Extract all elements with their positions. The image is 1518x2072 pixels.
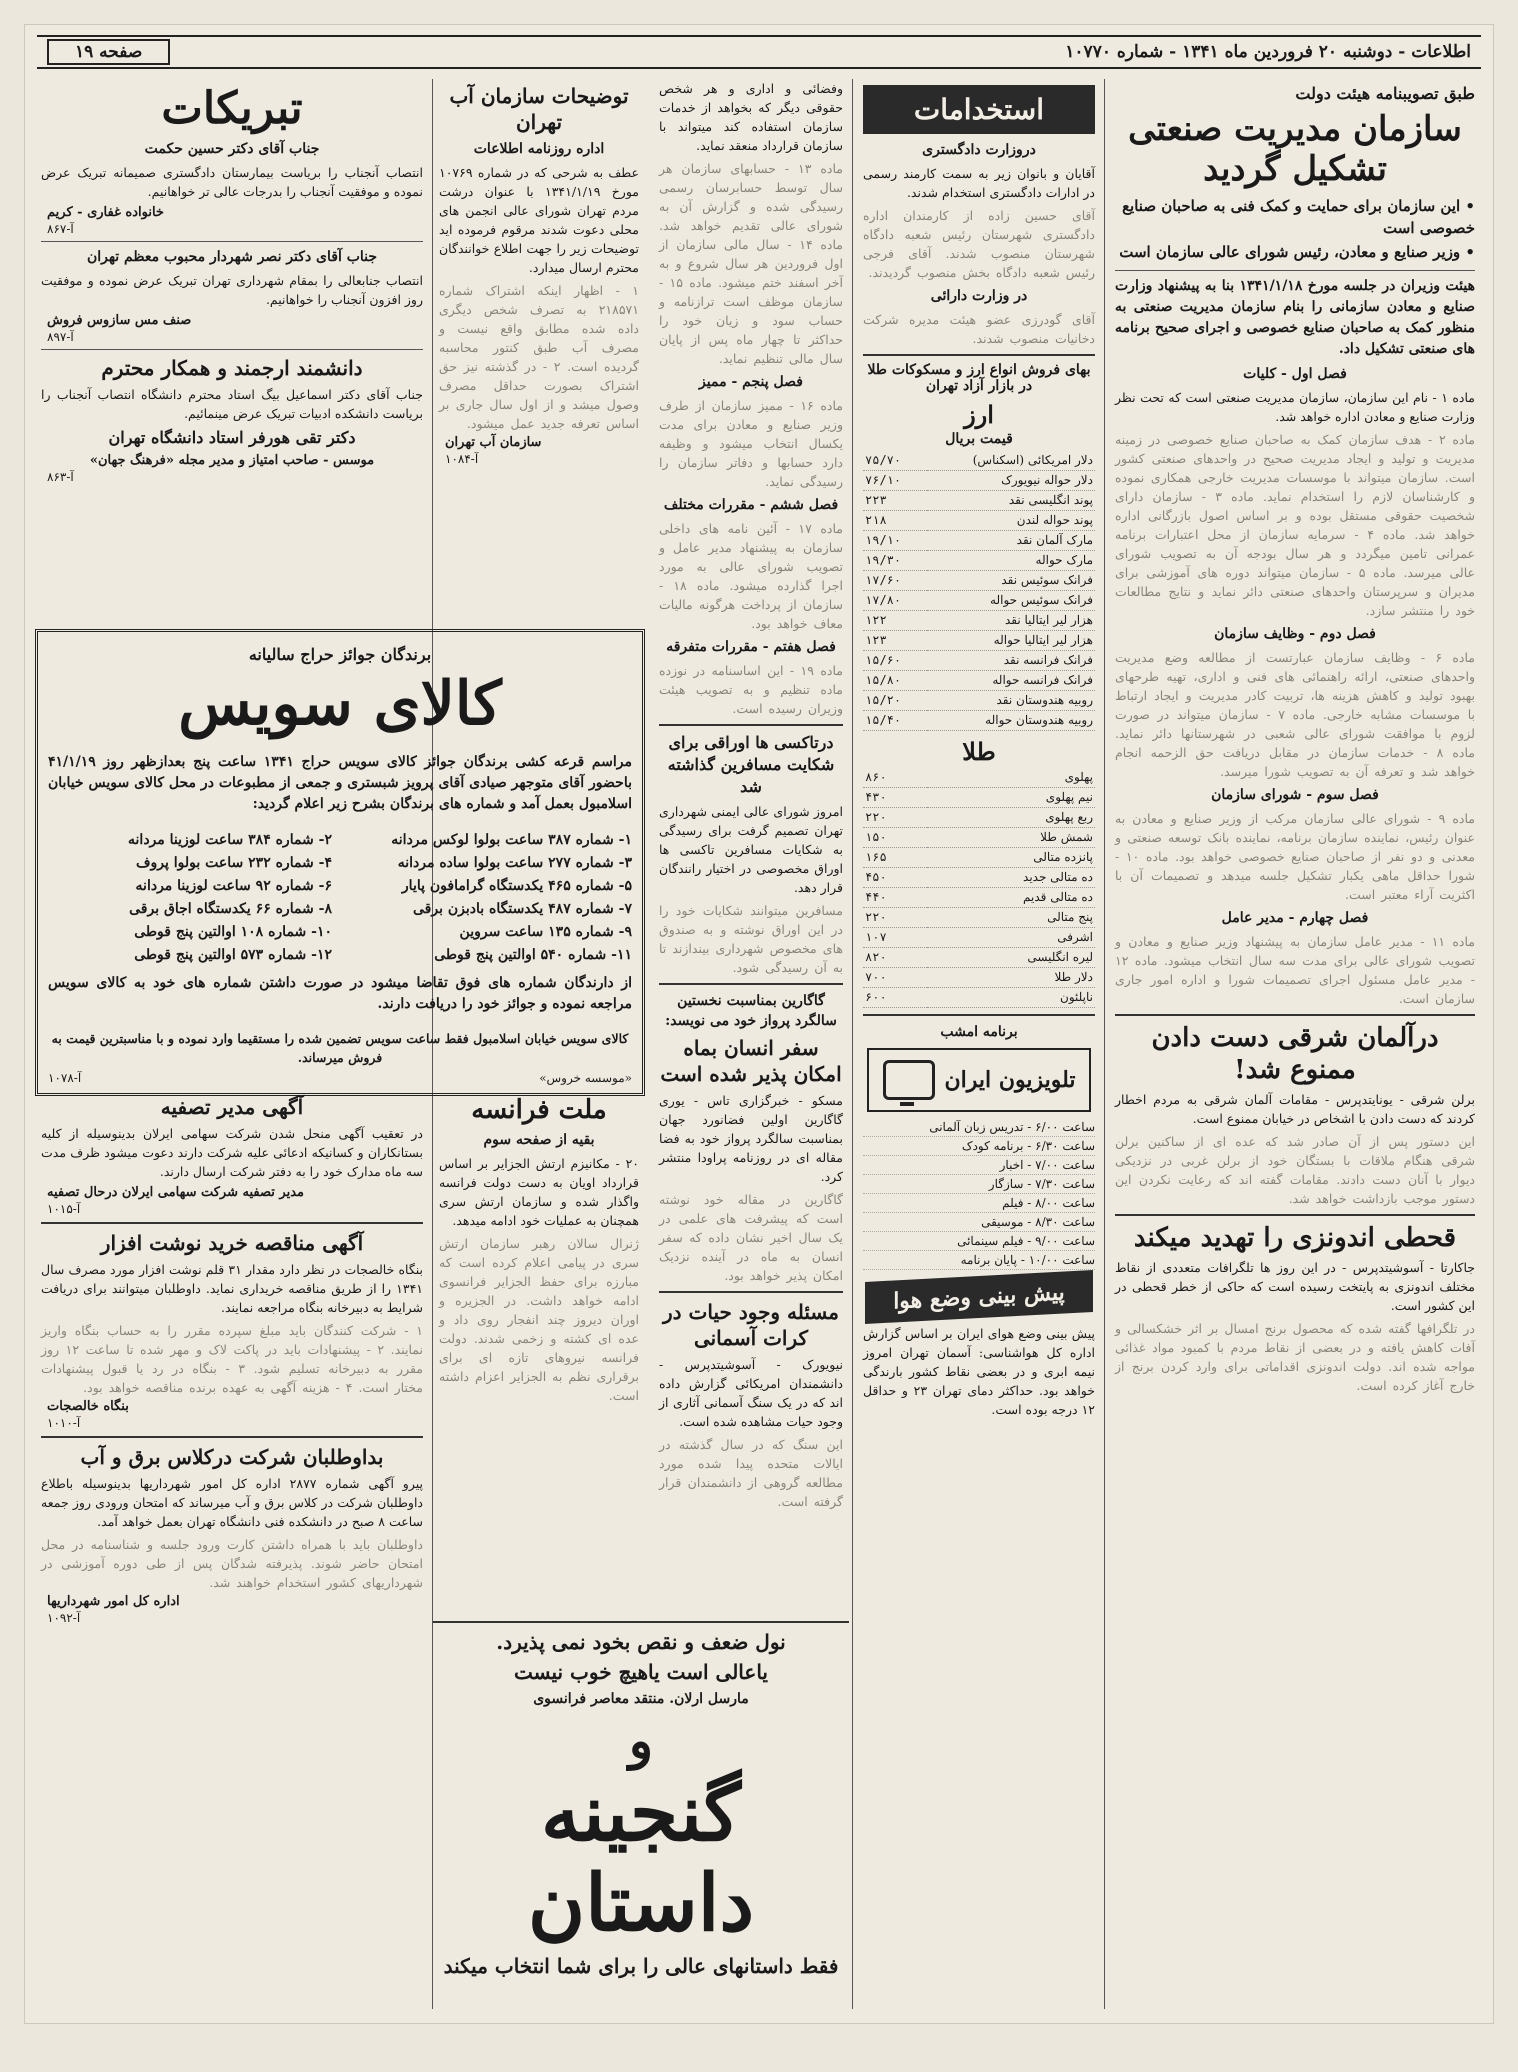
chapter-title: فصل اول - کلیات — [1243, 366, 1347, 382]
tv-logo-box — [867, 1048, 1091, 1112]
auction-advertisement — [35, 625, 645, 1100]
rate-name: فرانک سوئیس نقد — [927, 571, 1095, 591]
rate-name: مارک آلمان نقد — [927, 531, 1095, 551]
chapter-title: فصل ششم - مقررات مختلف — [663, 497, 839, 513]
rate-name: ده متالی قدیم — [927, 888, 1095, 908]
rate-row — [863, 888, 1095, 908]
congratulation-body: جناب آقای دکتر اسماعیل بیگ استاد محترم دانشگاه انتصاب آنجناب را بریاست دانشکده ادبیات تبریک عرض مینمائیم. — [41, 387, 423, 421]
tv-schedule-item: ساعت ۱۰/۰۰ - پایان برنامه — [863, 1251, 1095, 1270]
article-text-block: ماده ۱۳ - حسابهای سازمان هر سال توسط حسابرسان رسمی رسیدگی شده و گزارش آن به شورای عالی تقدیم خواهد شد. ماده ۱۴ - سال مالی سازمان از اول فروردین هر سال شروع و به آخر اسفند ختم میشود. ماده ۱۵ - سازمان موظف است ترازنامه و حساب سود و زیان خود را حداکثر تا چهار ماه پس از پایان سال مالی تنظیم نماید. — [659, 161, 844, 366]
east-germany-body: برلن شرقی - یونایتدپرس - مقامات آلمان شرقی به مردم اخطار کردند که دست دادن با اشخاص در خیابان ممنوع است. — [1115, 1092, 1475, 1126]
currency-table — [863, 451, 1095, 731]
rate-name: دلار طلا — [927, 968, 1095, 988]
nul-subhead: یاعالی است یاهیچ خوب نیست — [513, 1660, 768, 1684]
rate-name: پوند حواله لندن — [927, 511, 1095, 531]
rate-name: پوند انگلیسی نقد — [927, 491, 1095, 511]
article-text-block: آقای حسین زاده از کارمندان اداره دادگستری شهرستان رئیس شعبه دادگاه شهرستان منصوب شدند. آقای فرجی رئیس شعبه دادگاه بخش منصوب گردیدند. — [863, 208, 1095, 280]
liquidation-signature: مدیر تصفیه شرکت سهامی ایرلان درحال تصفیه — [47, 1185, 304, 1200]
article-text-block: این دستور پس از آن صادر شد که عده ای از ساکنین برلن شرقی هنگام ملاقات با بستگان خود از برلن غربی در نزدیکی دیوار با آنان دست دادند. مقامات گفته اند که رعایت نکردن این دستور موجب بازداشت خواهد شد. — [1115, 1134, 1475, 1206]
liquidation-code: آ-۱۰۱۵ — [47, 1202, 81, 1216]
prize-item: ۵- شماره ۴۶۵ یکدستگاه گرامافون پایار — [401, 878, 632, 894]
rates-category-currency: ارز — [964, 400, 994, 429]
rate-name: ده متالی جدید — [927, 868, 1095, 888]
space-kicker: گاگارین بمناسبت نخستین سالگرد پرواز خود می نویسد: — [665, 993, 837, 1029]
prize-item: ۳- شماره ۲۷۷ ساعت بولوا ساده مردانه — [397, 855, 632, 871]
article-text-block: آقای گودرزی عضو هیئت مدیره شرکت دخانیات منصوب شدند. — [863, 312, 1095, 346]
liquidation-body: در تعقیب آگهی منحل شدن شرکت سهامی ایرلان بدینوسیله از کلیه بستانکاران و کسانیکه ادعائی علیه شرکت دارند دعوت میشود ظرف مدت سه ماه مدارک خود را به دفتر شرکت ارسال دارند. — [41, 1126, 423, 1179]
rates-unit: قیمت بریال — [945, 431, 1013, 447]
article-text-block: ماده ۱۱ - مدیر عامل سازمان به پیشنهاد وزیر صنایع و معادن و تصویب شورای عالی برای مدت سه سال انتخاب میشود. ماده ۱۲ - مدیر عامل مسئول اجرای تصمیمات شورا و اداره امور جاری سازمان است. — [1115, 934, 1475, 1006]
article-text-block: این سنگ که در سال گذشته در ایالات متحده پیدا شده مورد مطالعه گروهی از دانشمندان قرار گرفته است. — [659, 1437, 843, 1509]
rate-row — [863, 948, 1095, 968]
congratulation-heading: جناب آقای دکتر نصر شهردار محبوب معظم تهران — [86, 249, 378, 265]
prize-item: ۱۰- شماره ۱۰۸ اوالتین پنج قوطی — [134, 924, 332, 940]
congratulation-code: آ-۸۹۷ — [47, 330, 74, 344]
rate-row — [863, 711, 1095, 731]
employment-body: آقایان و بانوان زیر به سمت کارمند رسمی در ادارات دادگستری استخدام شدند. — [863, 166, 1095, 200]
congratulation-heading: جناب آقای دکتر حسین حکمت — [144, 141, 320, 157]
rate-name: پانزده متالی — [927, 848, 1095, 868]
rate-value: ۱۹/۱۰ — [863, 531, 927, 551]
france-headline: ملت فرانسه — [471, 1095, 607, 1125]
prize-item: ۴- شماره ۲۳۲ ساعت بولوا پروف — [136, 855, 332, 871]
rate-name: ناپلئون — [927, 988, 1095, 1008]
rate-row — [863, 691, 1095, 711]
article-text-block: مسافرین میتوانند شکایات خود را در این اوراق نوشته و به صندوق های مخصوص شهرداری بیندازند تا به آن رسیدگی شود. — [659, 903, 843, 975]
rate-value: ۲۲۰ — [863, 808, 927, 828]
rate-row — [863, 571, 1095, 591]
rate-row — [863, 788, 1095, 808]
rate-value: ۱۶۵ — [863, 848, 927, 868]
rate-name: هزار لیر ایتالیا نقد — [927, 611, 1095, 631]
famine-body: جاکارتا - آسوشیتدپرس - در این روز ها تلگرافات متعددی از نقاط مختلف اندونزی به پایتخت رسیده است که حاکی از خطر قحطی در این کشور است. — [1115, 1260, 1475, 1313]
rate-row — [863, 611, 1095, 631]
rate-row — [863, 631, 1095, 651]
rate-row — [863, 808, 1095, 828]
rate-value: ۴۳۰ — [863, 788, 927, 808]
rate-row — [863, 671, 1095, 691]
gold-table — [863, 768, 1095, 1008]
rate-value: ۸۲۰ — [863, 948, 927, 968]
television-icon — [883, 1060, 935, 1100]
story-title: گنجینه داستان — [527, 1768, 755, 1949]
story-advertisement — [433, 1615, 849, 1983]
famine-headline: قحطی اندونزی را تهدید میکند — [1133, 1223, 1457, 1253]
water-code: آ-۱۰۸۴ — [445, 452, 479, 466]
column-rule — [852, 79, 853, 2009]
rate-row — [863, 908, 1095, 928]
page-header — [37, 35, 1481, 69]
prize-item: ۲- شماره ۳۸۴ ساعت لوزینا مردانه — [128, 832, 332, 848]
france-body: ۲۰ - مکانیزم ارتش الجزایر بر اساس قرارداد اویان به دست دولت فرانسه واگذار شده و سازمان ارتش سری همچنان به عملیات خود ادامه میدهد. — [439, 1156, 639, 1228]
electric-class-code: آ-۱۰۹۲ — [47, 1611, 81, 1625]
prize-list — [48, 829, 632, 967]
rate-value: ۷۵/۷۰ — [863, 451, 927, 471]
rate-name: اشرفی — [927, 928, 1095, 948]
conjunction-glyph: و — [628, 1711, 654, 1770]
rate-value: ۱۵/۲۰ — [863, 691, 927, 711]
life-headline: مسئله وجود حیات در کرات آسمانی — [663, 1300, 839, 1350]
rate-name: فرانک فرانسه نقد — [927, 651, 1095, 671]
rate-value: ۱۰۷ — [863, 928, 927, 948]
rate-row — [863, 848, 1095, 868]
tv-schedule — [863, 1118, 1095, 1270]
rate-value: ۲۲۰ — [863, 908, 927, 928]
tender-code: آ-۱۰۱۰ — [47, 1416, 81, 1430]
rate-value: ۱۵/۸۰ — [863, 671, 927, 691]
rate-name: دلار امریکائی (اسکناس) — [927, 451, 1095, 471]
auction-kicker: برندگان جوائز حراج سالیانه — [248, 645, 432, 664]
employment-banner: استخدامات — [863, 85, 1095, 134]
prize-item: ۶- شماره ۹۲ ساعت لوزینا مردانه — [135, 878, 332, 894]
story-tagline: فقط داستانهای عالی را برای شما انتخاب میکند — [443, 1954, 839, 1978]
auction-lead: مراسم قرعه کشی برندگان جوائز کالای سویس حراج ۱۳۴۱ ساعت پنج بعدازظهر روز ۴۱/۱/۱۹ باحضور آقای متوجهر صیادی آقای پرویز شبستری و جمعی از مطبوعات در محل کالای سویس خیابان اسلامبول بعمل آمد و شماره های برندگان بشرح زیر اعلام گردید: — [48, 754, 632, 812]
weather-body: پیش بینی وضع هوای ایران بر اساس گزارش اداره کل هواشناسی: آسمان تهران امروز نیمه ابری و در بعضی نقاط کشور بارندگی خواهد بود. حداکثر دمای تهران ۲۳ و حداقل ۱۲ درجه بوده است. — [863, 1326, 1095, 1417]
column-lower-notices — [35, 1090, 429, 2009]
rates-category-gold: طلا — [962, 737, 996, 766]
rate-row — [863, 511, 1095, 531]
nul-byline: مارسل ارلان. منتقد معاصر فرانسوی — [533, 1691, 749, 1707]
rate-value: ۱۵۰ — [863, 828, 927, 848]
issue-line: اطلاعات - دوشنبه ۲۰ فروردین ماه ۱۳۴۱ - شماره ۱۰۷۷۰ — [1065, 42, 1471, 62]
auction-footer: کالای سویس خیابان اسلامبول فقط ساعت سویس تضمین شده را مستقیما وارد نموده و با مناسبترین قیمت به فروش میرساند. — [51, 1031, 629, 1065]
rate-row — [863, 928, 1095, 948]
chapter-title: فصل سوم - شورای سازمان — [1211, 787, 1379, 803]
france-subhead: بقیه از صفحه سوم — [483, 1132, 595, 1148]
rate-name: شمش طلا — [927, 828, 1095, 848]
rate-value: ۴۴۰ — [863, 888, 927, 908]
auction-code: آ-۱۰۷۸ — [48, 1071, 82, 1085]
article-text-block: در تلگرافها گفته شده که محصول برنج امسال بر اثر خشکسالی و آفات کاهش یافته و در بعضی از نقاط مردم با کمبود مواد غذائی مواجه شده اند. دولت اندونزی اقداماتی برای وارد کردن برنج از خارج آغاز کرده است. — [1115, 1321, 1475, 1393]
rate-value: ۶۰۰ — [863, 988, 927, 1008]
rate-name: فرانک فرانسه حواله — [927, 671, 1095, 691]
prize-item: ۱۲- شماره ۵۷۳ اوالتین پنج قوطی — [134, 947, 332, 963]
prize-item: ۷- شماره ۴۸۷ یکدستگاه بادبزن برقی — [412, 901, 632, 917]
rate-name: پهلوی — [927, 768, 1095, 788]
article-text-block: گاگارین در مقاله خود نوشته است که پیشرفت های علمی در یک سال اخیر نشان داده که سفر انسان به ماه در آینده نزدیک امکان پذیر خواهد بود. — [659, 1192, 843, 1283]
space-headline: سفر انسان بماه امکان پذیر شده است — [660, 1036, 842, 1086]
rate-value: ۲۱۸ — [863, 511, 927, 531]
article-text-block: ۱ - اظهار اینکه اشتراک شماره ۲۱۸۵۷۱ به تصرف شخص دیگری داده شده مطابق واقع نیست و مصرف آب طبق کنتور محاسبه گردیده است. ۲ - در گذشته نیز حق اشتراک بصورت حداقل مصرف وصول میشد و از اول سال جاری بر اساس تعرفه جدید عمل میشود. — [439, 283, 639, 431]
congratulation-signature: دکتر تقی هورفر استاد دانشگاه تهران — [108, 428, 356, 447]
auction-note: از دارندگان شماره های فوق تقاضا میشود در صورت داشتن شماره های خود به کالای سویس مراجعه نموده و جوائز خود را دریافت دارند. — [48, 975, 632, 1012]
article-continuation: وفضائی و اداری و هر شخص حقوقی دیگر که بخواهد از خدمات سازمان استفاده کند میتواند با سازمان قرارداد منعقد نماید. — [659, 81, 843, 153]
water-headline: توضیحات سازمان آب تهران — [449, 84, 629, 134]
article-kicker: طبق تصویبنامه هیئت دولت — [1295, 84, 1475, 103]
tv-schedule-title: برنامه امشب — [940, 1024, 1018, 1040]
rate-row — [863, 591, 1095, 611]
rate-row — [863, 451, 1095, 471]
rate-row — [863, 968, 1095, 988]
congratulation-signature-title: موسس - صاحب امتیاز و مدیر مجله «فرهنگ جهان» — [89, 453, 375, 468]
taxi-body: امروز شورای عالی ایمنی شهرداری تهران تصمیم گرفت برای رسیدگی به شکایات مسافرین تاکسی ها اوراق مخصوصی در اختیار رانندگان قرار دهد. — [659, 804, 843, 895]
article-text-block: ماده ۱۷ - آئین نامه های داخلی سازمان به پیشنهاد مدیر عامل و تصویب شورای عالی به مورد اجرا گذارده میشود. ماده ۱۸ - سازمان از پرداخت هرگونه مالیات معاف خواهد بود. — [659, 521, 843, 631]
rate-name: مارک حواله — [927, 551, 1095, 571]
chapter-title: فصل چهارم - مدیر عامل — [1221, 910, 1369, 926]
article-text-block: ۱ - شرکت کنندگان باید مبلغ سپرده مقرر را به حساب بنگاه واریز نمایند. ۲ - پیشنهادات باید در پاکت لاک و مهر شده تا ساعت ۱۲ روز مقرر به دبیرخانه تسلیم شود. ۳ - بنگاه در رد یا قبول پیشنهادات مختار است. ۴ - هزینه آگهی به عهده برنده مناقصه خواهد بود. — [41, 1323, 424, 1395]
rate-row — [863, 868, 1095, 888]
column-rule — [1104, 79, 1105, 2009]
rate-value: ۷۶/۱۰ — [863, 471, 927, 491]
congratulation-body: انتصاب جنابعالی را بمقام شهرداری تهران تبریک عرض نموده و موفقیت روز افزون آنجناب را خواهانیم. — [41, 273, 423, 307]
chapter-title: فصل دوم - وظایف سازمان — [1214, 626, 1376, 642]
newspaper-page — [24, 24, 1494, 2024]
rate-row — [863, 491, 1095, 511]
tv-schedule-item: ساعت ۹/۰۰ - فیلم سینمائی — [863, 1232, 1095, 1251]
rate-name: ربع پهلوی — [927, 808, 1095, 828]
water-signature: سازمان آب تهران — [445, 435, 542, 450]
rate-value: ۴۵۰ — [863, 868, 927, 888]
rate-name: فرانک سوئیس حواله — [927, 591, 1095, 611]
article-text-block: ماده ۱۶ - ممیز سازمان از طرف وزیر صنایع و معادن برای مدت یکسال انتخاب میشود و وظیفه دارد حسابها و دفاتر سازمان را رسیدگی نماید. — [659, 398, 844, 489]
electric-class-signature: اداره کل امور شهرداریها — [47, 1594, 180, 1609]
chapter-title: فصل پنجم - ممیز — [699, 374, 803, 390]
rate-name: پنج متالی — [927, 908, 1095, 928]
congratulation-body: انتصاب آنجناب را بریاست بیمارستان دادگستری صمیمانه تبریک عرض نموده و موفقیت آنجناب را بدرجات عالی تر خواهانیم. — [41, 165, 423, 199]
prize-item: ۹- شماره ۱۳۵ ساعت سروین — [459, 924, 632, 940]
tv-schedule-item: ساعت ۸/۳۰ - موسیقی — [863, 1213, 1095, 1232]
rate-row — [863, 471, 1095, 491]
rate-value: ۱۵/۶۰ — [863, 651, 927, 671]
column-main-article — [1109, 79, 1481, 2009]
rate-row — [863, 988, 1095, 1008]
rate-value: ۱۷/۶۰ — [863, 571, 927, 591]
article-text-block: ماده ۹ - شورای عالی سازمان مرکب از وزیر صنایع و معادن به عنوان رئیس، نماینده سازمان برنامه، نماینده بانک توسعه صنعتی و معدنی و دو نفر از صاحبان صنایع خصوصی خواهد بود. ماده ۱۰ - شورا حداقل ماهی یکبار تشکیل جلسه میدهد و تصمیمات آن با اکثریت آراء معتبر است. — [1115, 811, 1475, 902]
rate-name: لیره انگلیسی — [927, 948, 1095, 968]
page-number: صفحه ۱۹ — [47, 39, 170, 65]
article-body: ماده ۱ - نام این سازمان، سازمان مدیریت صنعتی است که تحت نظر وزارت صنایع و معادن اداره خواهد شد. — [1115, 390, 1475, 424]
rate-value: ۱۹/۳۰ — [863, 551, 927, 571]
rate-name: نیم پهلوی — [927, 788, 1095, 808]
rate-name: دلار حواله نیویورک — [927, 471, 1095, 491]
congratulation-code: آ-۸۶۷ — [47, 222, 74, 236]
rate-value: ۱۲۲ — [863, 611, 927, 631]
chapter-title: فصل هفتم - مقررات متفرقه — [666, 639, 836, 655]
tv-schedule-item: ساعت ۷/۰۰ - اخبار — [863, 1156, 1095, 1175]
prize-item: ۸- شماره ۶۶ یکدستگاه اجاق برقی — [129, 901, 332, 917]
rate-name: روبیه هندوستان نقد — [927, 691, 1095, 711]
tender-body: بنگاه خالصجات در نظر دارد مقدار ۳۱ قلم نوشت افزار مورد مصرف سال ۱۳۴۱ را از طریق مناقصه خریداری نماید. داوطلبان میتوانند برای دریافت شرایط به دبیرخانه بنگاه مراجعه نمایند. — [41, 1262, 423, 1315]
water-body: عطف به شرحی که در شماره ۱۰۷۶۹ مورخ ۱۳۴۱/۱/۱۹ با عنوان درشت مردم تهران شورای عالی انجمن های محلی دعوت شدند مرقوم فرموده اید توضیحات زیر را جهت اطلاع خوانندگان محترم ارسال میدارد. — [439, 165, 639, 275]
article-text-block: ماده ۶ - وظایف سازمان عبارتست از مطالعه وضع مدیریت واحدهای صنعتی، ارائه راهنمائی های فنی و اداری، تهیه طرحهای بهبود تولید و کاهش هزینه ها، تربیت کادر مدیریت و ایجاد ارتباط با موسسات مشابه خارجی. ماده ۷ - سازمان میتواند در صورت لزوم با موافقت شورای عالی شعبی در شهرستانها دائر نماید. ماده ۸ - خدمات سازمان در مقابل دریافت حق الزحمه انجام خواهد شد و تعرفه آن به تصویب شورا میرسد. — [1115, 650, 1476, 779]
life-body: نیویورک - آسوشیتدپرس - دانشمندان امریکائی گزارش داده اند که در یک سنگ آسمانی آثاری از وجود حیات مشاهده شده است. — [659, 1357, 843, 1429]
congratulation-signature: خانواده غفاری - کریم — [47, 205, 164, 220]
rate-row — [863, 551, 1095, 571]
electric-class-headline: بداوطلبان شرکت درکلاس برق و آب — [80, 1445, 384, 1469]
tv-schedule-item: ساعت ۶/۳۰ - برنامه کودک — [863, 1137, 1095, 1156]
auction-agency: «موسسه خروس» — [539, 1071, 632, 1085]
tv-schedule-item: ساعت ۷/۳۰ - سازگار — [863, 1175, 1095, 1194]
tv-name: تلویزیون ایران — [944, 1067, 1076, 1093]
rate-value: ۲۲۳ — [863, 491, 927, 511]
article-text-block: ماده ۲ - هدف سازمان کمک به صاحبان صنایع خصوصی در زمینه مدیریت و تولید و ایجاد مدیریت صحیح در واحدهای صنعتی کشور است. سازمان میتواند با موسسات مدیریت خارجی همکاری نموده و کارشناسان لازم را استخدام نماید. ماده ۳ - سازمان دارای شخصیت حقوقی مستقل بوده و بر اساس اصول بازرگانی اداره خواهد شد. ماده ۴ - سرمایه سازمان از محل اعتبارات برنامه عمرانی تامین میگردد و هر سال بودجه آن به تصویب شورای عالی میرسد. ماده ۵ - سازمان میتواند دوره های آموزشی برای مدیران و سرپرستان واحدهای صنعتی دائر نماید و نتایج مطالعات خود را منتشر سازد. — [1115, 432, 1475, 618]
rate-value: ۸۶۰ — [863, 768, 927, 788]
rates-heading: بهای فروش انواع ارز و مسکوکات طلا در بازار آزاد تهران — [867, 362, 1091, 394]
rate-row — [863, 828, 1095, 848]
congratulations-title: تبریکات — [161, 83, 303, 134]
liquidation-headline: آگهی مدیر تصفیه — [160, 1095, 304, 1119]
ministry-item: در وزارت دارائی — [930, 288, 1028, 304]
water-subhead: اداره روزنامه اطلاعات — [473, 141, 605, 157]
prize-item: ۱- شماره ۳۸۷ ساعت بولوا لوکس مردانه — [391, 832, 632, 848]
article-intro: هیئت وزیران در جلسه مورخ ۱۳۴۱/۱/۱۸ بنا به پیشنهاد وزارت صنایع و معادن سازمانی را بنام سازمان مدیریت صنعتی به منظور کمک به صاحبان صنایع خصوصی و اجرای صحیح برنامه های صنعتی تشکیل داد. — [1115, 278, 1475, 357]
space-body: مسکو - خبرگزاری تاس - یوری گاگارین اولین فضانورد جهان بمناسبت سالگرد پرواز خود به فضا مقاله ای در روزنامه پراودا منتشر کرد. — [659, 1093, 843, 1184]
article-text-block: ژنرال سالان رهبر سازمان ارتش سری در پیامی اعلام کرده است که مبارزه برای حفظ الجزایر فرانسوی ادامه خواهد داشت. در الجزیره و اوران دیروز چند انفجار روی داد و عده ای کشته و زخمی شدند. دولت فرانسه نیروهای تازه ای برای برقراری نظم به الجزایر اعزام داشته است. — [439, 1236, 639, 1403]
tv-schedule-item: ساعت ۶/۰۰ - تدریس زبان آلمانی — [863, 1118, 1095, 1137]
electric-class-body: پیرو آگهی شماره ۲۸۷۷ اداره کل امور شهرداریها بدینوسیله باطلاع داوطلبان شرکت در کلاس برق و آب میرساند که امتحان ورودی روز جمعه ساعت ۸ صبح در دانشکده فنی دانشگاه تهران بعمل خواهد آمد. — [41, 1476, 423, 1529]
rate-name: روبیه هندوستان حواله — [927, 711, 1095, 731]
congratulation-signature: صنف مس سازوس فروش — [47, 313, 192, 328]
taxi-headline: درتاکسی ها اوراقی برای شکایت مسافرین گذاشته شد — [667, 733, 835, 796]
article-text-block: داوطلبان باید با همراه داشتن کارت ورود جلسه و شناسنامه در محل امتحان حاضر شوند. پذیرفته شدگان پس از طی دوره آموزشی در شهرداریهای کشور استخدام خواهند شد. — [41, 1537, 423, 1590]
weather-banner: پیش بینی وضع هوا — [865, 1270, 1093, 1324]
article-bullet: • این سازمان برای حمایت و کمک فنی به صاحبان صنایع خصوصی است — [1115, 195, 1475, 239]
tender-headline: آگهی مناقصه خرید نوشت افزار — [100, 1231, 364, 1255]
rate-value: ۷۰۰ — [863, 968, 927, 988]
east-germany-headline: درآلمان شرقی دست دادن ممنوع شد! — [1151, 1023, 1439, 1085]
tv-schedule-item: ساعت ۸/۰۰ - فیلم — [863, 1194, 1095, 1213]
ministry-item: دروزارت دادگستری — [922, 142, 1036, 158]
rate-row — [863, 651, 1095, 671]
prize-item: ۱۱- شماره ۵۴۰ اوالتین پنج قوطی — [434, 947, 632, 963]
tender-signature: بنگاه خالصجات — [47, 1399, 129, 1414]
rate-row — [863, 768, 1095, 788]
rate-value: ۱۷/۸۰ — [863, 591, 927, 611]
rate-value: ۱۲۳ — [863, 631, 927, 651]
column-rates — [857, 79, 1101, 2009]
congratulation-heading: دانشمند ارجمند و همکار محترم — [101, 356, 363, 380]
rate-name: هزار لیر ایتالیا حواله — [927, 631, 1095, 651]
article-headline: سازمان مدیریت صنعتی تشکیل گردید — [1128, 109, 1462, 189]
rate-value: ۱۵/۴۰ — [863, 711, 927, 731]
article-text-block: ماده ۱۹ - این اساسنامه در نوزده ماده تنظیم و به تصویب هیئت وزیران رسیده است. — [659, 663, 843, 716]
article-bullet: • وزیر صنایع و معادن، رئیس شورای عالی سازمان است — [1115, 241, 1475, 263]
rate-row — [863, 531, 1095, 551]
congratulation-code: آ-۸۶۳ — [47, 470, 74, 484]
auction-title: کالای سویس — [178, 669, 502, 739]
nul-headline: نول ضعف و نقص بخود نمی پذیرد. — [496, 1630, 786, 1654]
